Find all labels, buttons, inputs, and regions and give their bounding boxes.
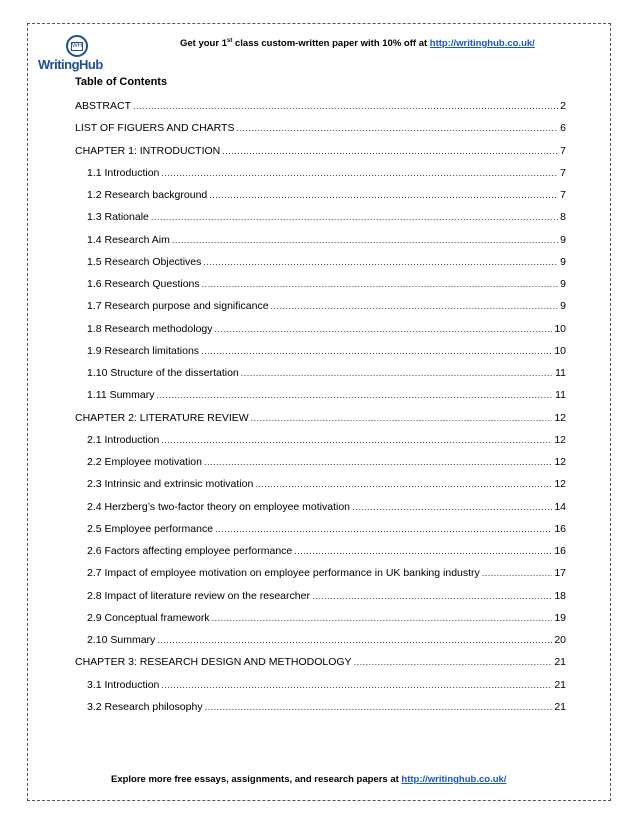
toc-entry[interactable] xyxy=(87,434,566,448)
toc-entry-page: 9 xyxy=(560,233,566,246)
header-promo xyxy=(180,38,535,49)
writinghub-logo[interactable] xyxy=(38,31,103,72)
toc-entry[interactable] xyxy=(87,701,566,715)
toc-entry-title: 2.10 Summary xyxy=(87,634,156,646)
toc-entry-title: 2.2 Employee motivation xyxy=(87,456,202,468)
header-promo-sup: st xyxy=(227,38,233,44)
toc-entry-title: CHAPTER 3: RESEARCH DESIGN AND METHODOLOGY xyxy=(75,656,352,669)
toc-entry-page: 9 xyxy=(560,300,566,313)
toc-entry-page: 6 xyxy=(560,122,566,135)
toc-entry[interactable] xyxy=(87,478,566,492)
toc-entry-page: 16 xyxy=(554,545,566,557)
toc-entry-page: 11 xyxy=(555,389,566,402)
toc-entry[interactable] xyxy=(87,300,566,314)
toc-entry-page: 10 xyxy=(554,344,566,357)
header-promo-prefix: Get your 1 xyxy=(180,38,227,50)
toc-entry-page: 7 xyxy=(560,166,566,179)
toc-entry[interactable] xyxy=(87,211,566,225)
toc-entry[interactable] xyxy=(87,501,566,515)
toc-entry-title: 2.8 Impact of literature review on the researcher xyxy=(87,589,310,602)
toc-dot-leader xyxy=(312,591,552,601)
toc-entry[interactable] xyxy=(87,456,566,470)
toc-dot-leader xyxy=(222,146,558,156)
toc-title: Table of Contents xyxy=(75,76,168,88)
toc-entry-title: 2.5 Employee performance xyxy=(87,522,214,535)
toc-entry-page: 9 xyxy=(560,255,566,268)
toc-entry-title: 1.5 Research Objectives xyxy=(87,255,202,268)
toc-entry-page: 11 xyxy=(555,367,566,379)
toc-entry-title: 1.3 Rationale xyxy=(87,211,149,224)
logo-emblem-mark: WH xyxy=(72,42,82,49)
toc-dot-leader xyxy=(209,190,558,200)
toc-entry-page: 7 xyxy=(560,144,566,157)
toc-entry[interactable] xyxy=(75,656,566,670)
toc-dot-leader xyxy=(354,657,553,667)
toc-entry-title: 1.10 Structure of the dissertation xyxy=(87,367,239,379)
toc-dot-leader xyxy=(205,702,553,712)
toc-entry[interactable] xyxy=(87,567,566,581)
logo-wordmark xyxy=(38,57,103,72)
toc-entry-page: 12 xyxy=(554,478,566,491)
toc-dot-leader xyxy=(202,279,559,289)
toc-entry[interactable] xyxy=(87,278,566,292)
toc-entry[interactable] xyxy=(87,345,566,359)
toc-dot-leader xyxy=(157,635,552,645)
toc-entry-title: 2.3 Intrinsic and extrinsic motivation xyxy=(87,478,254,491)
header-promo-link[interactable]: http://writinghub.co.uk/ xyxy=(429,38,535,50)
toc-dot-leader xyxy=(271,301,559,311)
toc-entry[interactable] xyxy=(87,612,566,626)
toc-entry-page: 7 xyxy=(560,189,566,201)
toc-entry-page: 12 xyxy=(554,411,566,424)
toc-entry-title: 1.6 Research Questions xyxy=(87,278,200,290)
toc-entry-page: 16 xyxy=(554,522,566,535)
toc-dot-leader xyxy=(236,123,558,133)
toc-dot-leader xyxy=(352,502,552,512)
toc-entry-title: 2.6 Factors affecting employee performance xyxy=(87,545,293,557)
toc-entry-title: ABSTRACT xyxy=(75,100,132,112)
toc-entry-title: 1.4 Research Aim xyxy=(87,233,170,246)
toc-dot-leader xyxy=(151,212,558,222)
toc-entry-title: 1.11 Summary xyxy=(87,389,155,402)
toc-dot-leader xyxy=(201,346,552,356)
toc-entry-title: CHAPTER 1: INTRODUCTION xyxy=(75,144,221,157)
toc-entry-page: 12 xyxy=(554,456,566,468)
toc-dot-leader xyxy=(241,368,553,378)
toc-entry-page: 20 xyxy=(554,634,566,646)
toc-dot-leader xyxy=(172,235,558,245)
header-promo-middle: class custom-written paper with 10% off at xyxy=(232,38,430,50)
toc-entry-title: 2.9 Conceptual framework xyxy=(87,611,210,624)
toc-entry[interactable] xyxy=(75,100,566,114)
toc-entry[interactable] xyxy=(87,256,566,270)
toc-entry-page: 18 xyxy=(554,589,566,602)
toc-entry[interactable] xyxy=(87,545,566,559)
toc-entry[interactable] xyxy=(87,523,566,537)
toc-dot-leader xyxy=(161,435,552,445)
toc-dot-leader xyxy=(255,479,552,489)
toc-entry[interactable] xyxy=(87,167,566,181)
footer-promo-link[interactable]: http://writinghub.co.uk/ xyxy=(401,774,507,785)
toc-entry[interactable] xyxy=(87,590,566,604)
toc-dot-leader xyxy=(204,457,552,467)
toc-entry-page: 10 xyxy=(554,322,566,335)
toc-entry[interactable] xyxy=(75,122,566,136)
toc-entry-title: CHAPTER 2: LITERATURE REVIEW xyxy=(75,411,249,424)
toc-entry[interactable] xyxy=(75,412,566,426)
toc-entry-page: 21 xyxy=(554,678,566,691)
toc-dot-leader xyxy=(161,680,552,690)
toc-entry-page: 17 xyxy=(554,567,566,580)
toc-entry-title: 1.1 Introduction xyxy=(87,166,160,179)
logo-text-hub: Hub xyxy=(79,57,103,72)
toc-entry-title: 3.1 Introduction xyxy=(87,678,160,691)
toc-entry-page: 21 xyxy=(554,656,566,669)
toc-dot-leader xyxy=(161,168,558,178)
toc-entry-title: LIST OF FIGUERS AND CHARTS xyxy=(75,122,235,135)
toc-entry[interactable] xyxy=(87,634,566,648)
toc-entry[interactable] xyxy=(87,679,566,693)
toc-entry[interactable] xyxy=(87,234,566,248)
toc-entry[interactable] xyxy=(87,323,566,337)
footer-promo-text: Explore more free essays, assignments, and research papers at xyxy=(111,774,402,785)
toc-entry-title: 1.8 Research methodology xyxy=(87,322,213,335)
toc-entry[interactable] xyxy=(87,367,566,381)
toc-entry[interactable] xyxy=(75,145,566,159)
toc-entry-page: 21 xyxy=(554,700,566,713)
toc-entry-page: 2 xyxy=(560,100,566,112)
toc-entry-page: 14 xyxy=(554,500,566,513)
toc-entry-title: 1.2 Research background xyxy=(87,189,208,201)
toc-dot-leader xyxy=(294,546,552,556)
toc-dot-leader xyxy=(215,524,552,534)
toc-dot-leader xyxy=(482,568,553,578)
toc-entry-title: 1.7 Research purpose and significance xyxy=(87,300,269,313)
toc-dot-leader xyxy=(215,324,553,334)
toc-dot-leader xyxy=(203,257,558,267)
toc-entry-title: 2.7 Impact of employee motivation on employee performance in UK banking industry xyxy=(87,567,480,580)
toc-entry[interactable] xyxy=(87,189,566,203)
toc-dot-leader xyxy=(157,390,554,400)
logo-emblem-icon xyxy=(66,35,88,57)
toc-entry-title: 3.2 Research philosophy xyxy=(87,700,203,713)
toc-entry-page: 8 xyxy=(560,211,566,224)
footer-promo xyxy=(111,774,506,785)
toc-entry-title: 2.1 Introduction xyxy=(87,433,160,446)
toc-dot-leader xyxy=(133,101,558,111)
toc-dot-leader xyxy=(251,413,553,423)
toc-entry-title: 2.4 Herzberg’s two-factor theory on employee motivation xyxy=(87,500,351,513)
toc-entry-page: 9 xyxy=(560,278,566,290)
toc-entry-page: 12 xyxy=(554,433,566,446)
toc-entry-title: 1.9 Research limitations xyxy=(87,344,200,357)
toc-dot-leader xyxy=(212,613,553,623)
toc-entry-page: 19 xyxy=(554,611,566,624)
logo-text-writing: Writing xyxy=(38,57,80,72)
toc-entry[interactable] xyxy=(87,389,566,403)
